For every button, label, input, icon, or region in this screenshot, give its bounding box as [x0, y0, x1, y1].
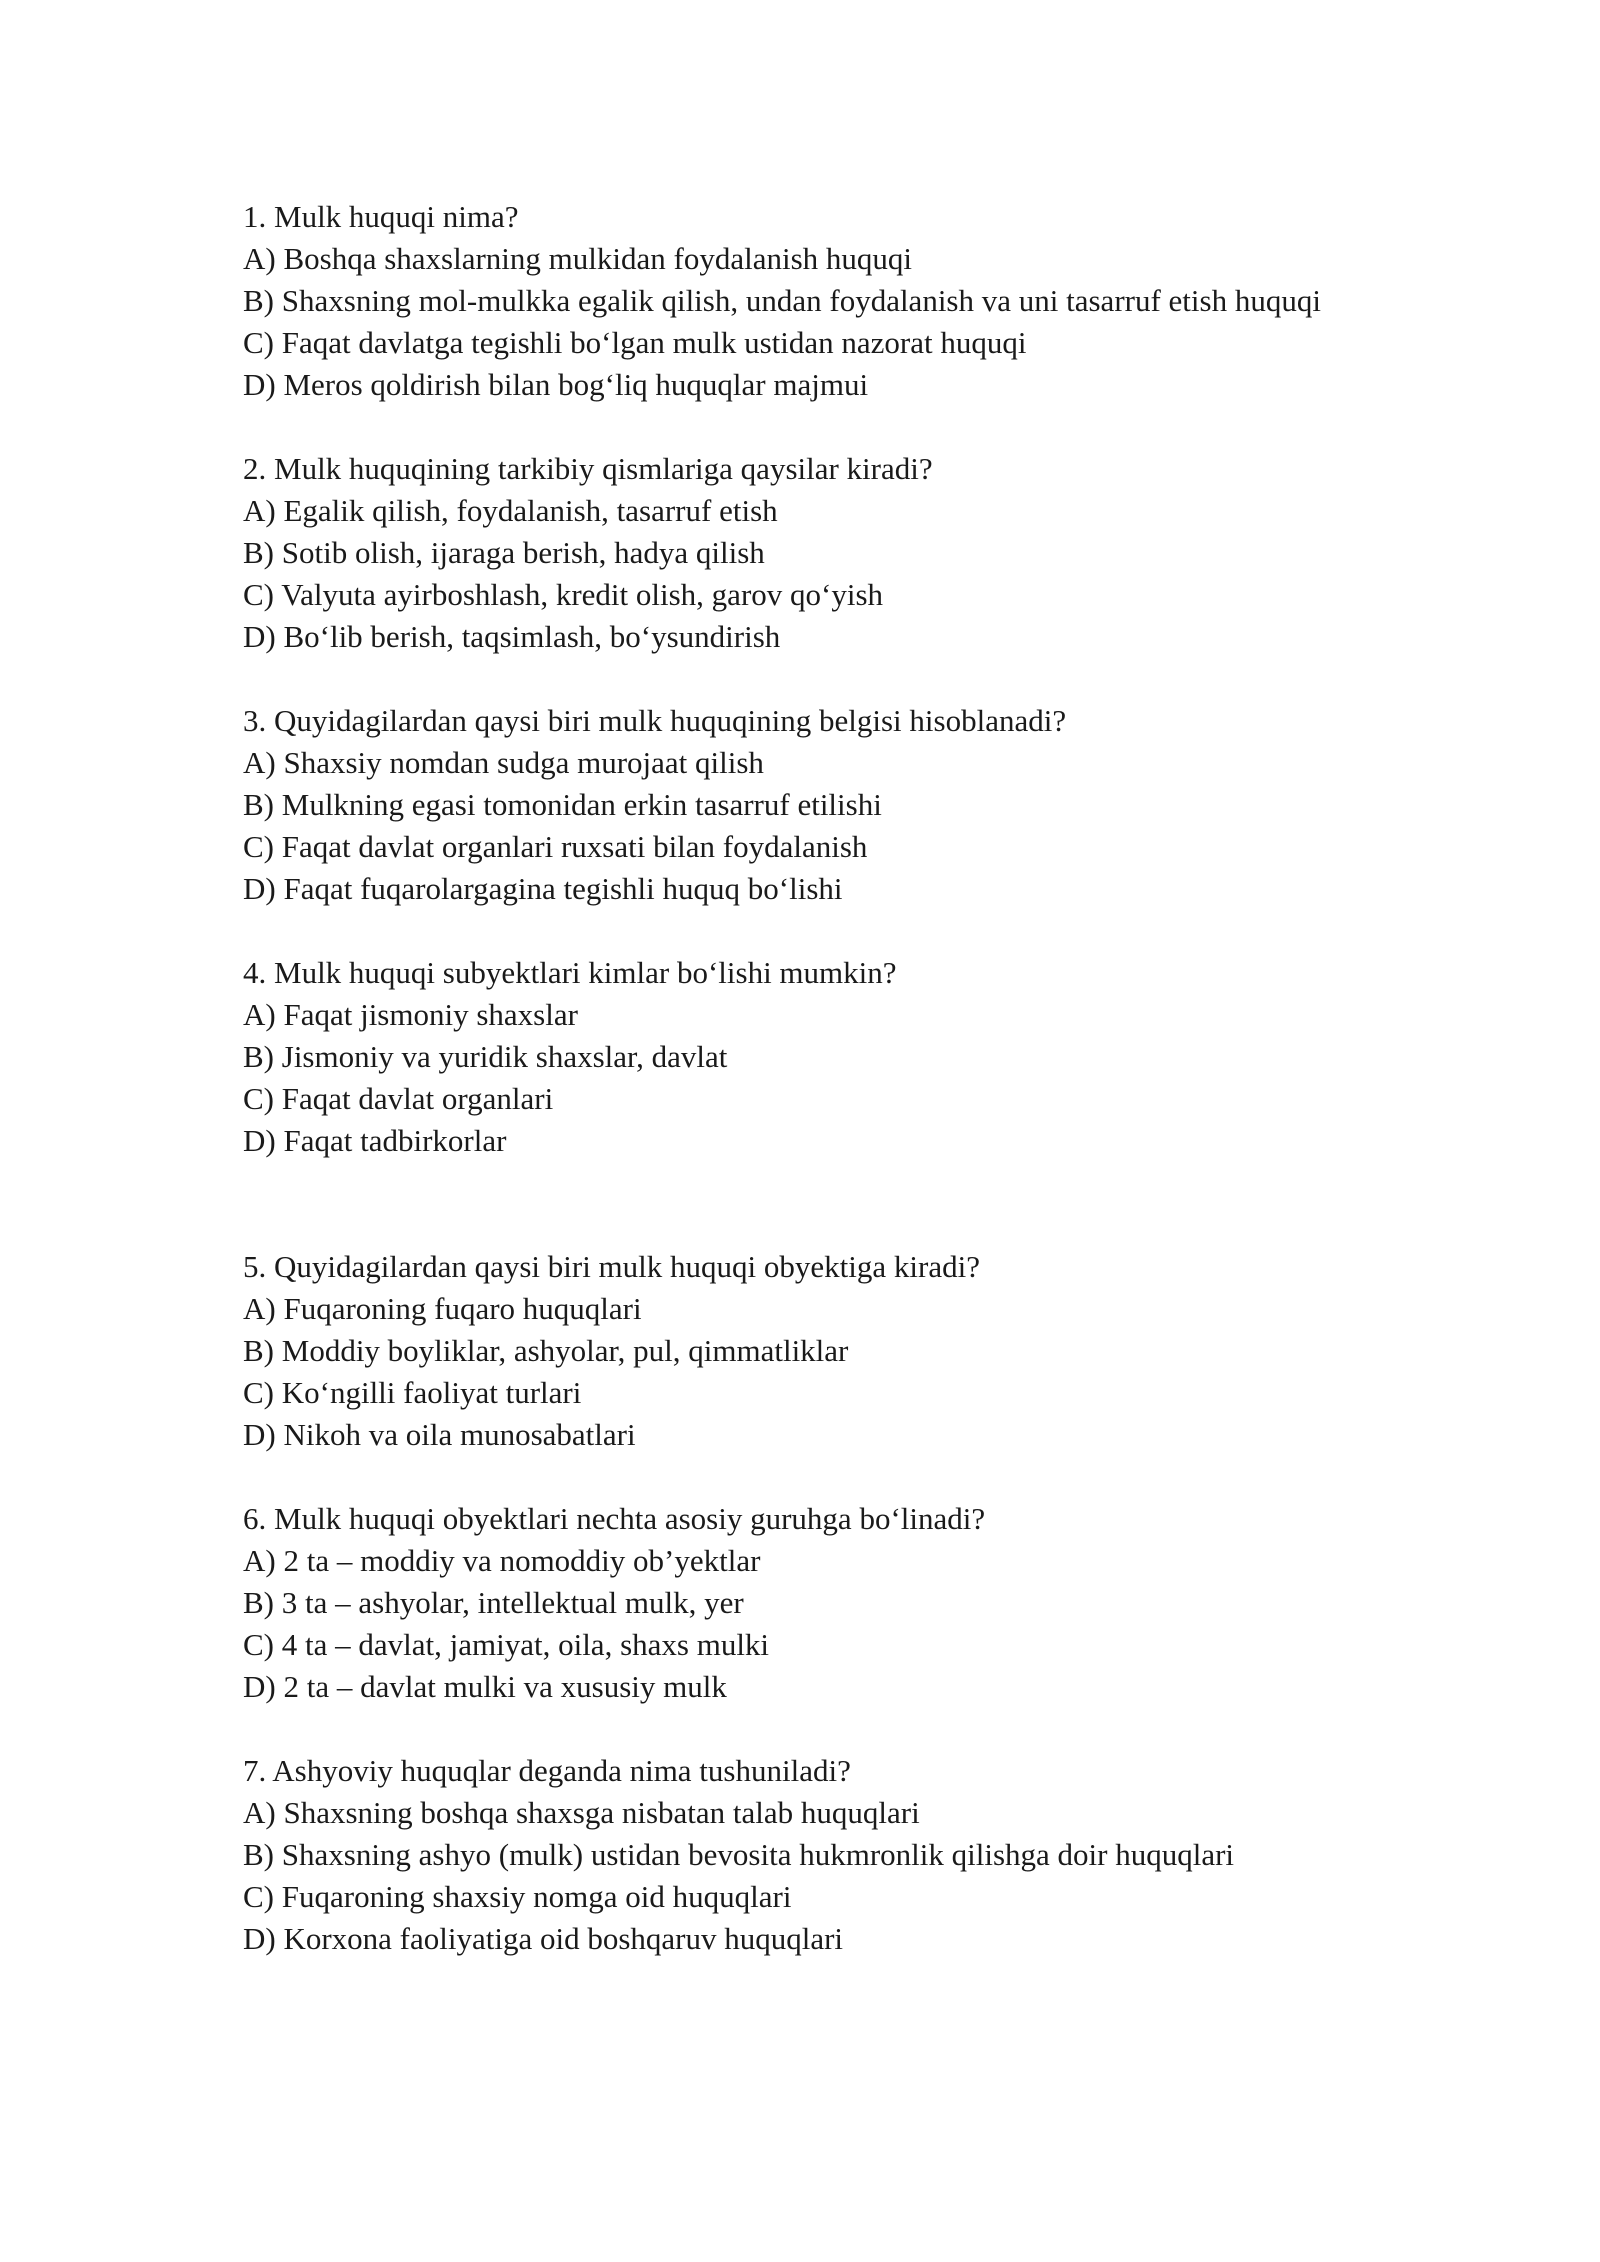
- option-c: C) Valyuta ayirboshlash, kredit olish, garov qo‘yish: [243, 577, 884, 612]
- question-4: [243, 952, 1360, 1162]
- option-a: A) Shaxsiy nomdan sudga murojaat qilish: [243, 745, 764, 780]
- option-b: B) Mulkning egasi tomonidan erkin tasarruf etilishi: [243, 787, 882, 822]
- option-c: C) Faqat davlat organlari: [243, 1081, 554, 1116]
- question-6: [243, 1498, 1360, 1708]
- option-b: B) Shaxsning mol-mulkka egalik qilish, undan foydalanish va uni tasarruf etish huquqi: [243, 283, 1321, 318]
- option-d: D) Bo‘lib berish, taqsimlash, bo‘ysundirish: [243, 619, 781, 654]
- question-text: 7. Ashyoviy huquqlar deganda nima tushuniladi?: [243, 1753, 851, 1788]
- question-text: 6. Mulk huquqi obyektlari nechta asosiy guruhga bo‘linadi?: [243, 1501, 986, 1536]
- option-c: C) Faqat davlat organlari ruxsati bilan foydalanish: [243, 829, 868, 864]
- option-b: B) Jismoniy va yuridik shaxslar, davlat: [243, 1039, 728, 1074]
- question-text: 4. Mulk huquqi subyektlari kimlar bo‘lishi mumkin?: [243, 955, 897, 990]
- option-b: B) 3 ta – ashyolar, intellektual mulk, yer: [243, 1585, 744, 1620]
- option-b: B) Shaxsning ashyo (mulk) ustidan bevosita hukmronlik qilishga doir huquqlari: [243, 1837, 1235, 1872]
- question-5: [243, 1246, 1360, 1456]
- question-text: 2. Mulk huquqining tarkibiy qismlariga qaysilar kiradi?: [243, 451, 933, 486]
- question-1: [243, 196, 1360, 406]
- option-d: D) Faqat fuqarolargagina tegishli huquq bo‘lishi: [243, 871, 843, 906]
- spacer: [243, 658, 1360, 700]
- option-d: D) Faqat tadbirkorlar: [243, 1123, 507, 1158]
- option-b: B) Moddiy boyliklar, ashyolar, pul, qimmatliklar: [243, 1333, 849, 1368]
- spacer: [243, 1162, 1360, 1246]
- option-a: A) Fuqaroning fuqaro huquqlari: [243, 1291, 642, 1326]
- option-a: A) Shaxsning boshqa shaxsga nisbatan talab huquqlari: [243, 1795, 920, 1830]
- spacer: [243, 406, 1360, 448]
- option-c: C) Ko‘ngilli faoliyat turlari: [243, 1375, 582, 1410]
- question-text: 5. Quyidagilardan qaysi biri mulk huquqi obyektiga kiradi?: [243, 1249, 980, 1284]
- quiz-content: [243, 196, 1360, 1960]
- option-c: C) Fuqaroning shaxsiy nomga oid huquqlari: [243, 1879, 792, 1914]
- question-2: [243, 448, 1360, 658]
- option-d: D) 2 ta – davlat mulki va xususiy mulk: [243, 1669, 727, 1704]
- option-a: A) Faqat jismoniy shaxslar: [243, 997, 578, 1032]
- option-d: D) Nikoh va oila munosabatlari: [243, 1417, 636, 1452]
- spacer: [243, 1708, 1360, 1750]
- option-b: B) Sotib olish, ijaraga berish, hadya qilish: [243, 535, 765, 570]
- option-d: D) Korxona faoliyatiga oid boshqaruv huquqlari: [243, 1921, 844, 1956]
- option-d: D) Meros qoldirish bilan bog‘liq huquqlar majmui: [243, 367, 869, 402]
- question-7: [243, 1750, 1360, 1960]
- option-a: A) 2 ta – moddiy va nomoddiy ob’yektlar: [243, 1543, 761, 1578]
- question-text: 1. Mulk huquqi nima?: [243, 199, 519, 234]
- option-c: C) Faqat davlatga tegishli bo‘lgan mulk ustidan nazorat huquqi: [243, 325, 1027, 360]
- option-c: C) 4 ta – davlat, jamiyat, oila, shaxs mulki: [243, 1627, 770, 1662]
- question-3: [243, 700, 1360, 910]
- option-a: A) Egalik qilish, foydalanish, tasarruf etish: [243, 493, 778, 528]
- spacer: [243, 1456, 1360, 1498]
- spacer: [243, 910, 1360, 952]
- question-text: 3. Quyidagilardan qaysi biri mulk huquqining belgisi hisoblanadi?: [243, 703, 1067, 738]
- option-a: A) Boshqa shaxslarning mulkidan foydalanish huquqi: [243, 241, 912, 276]
